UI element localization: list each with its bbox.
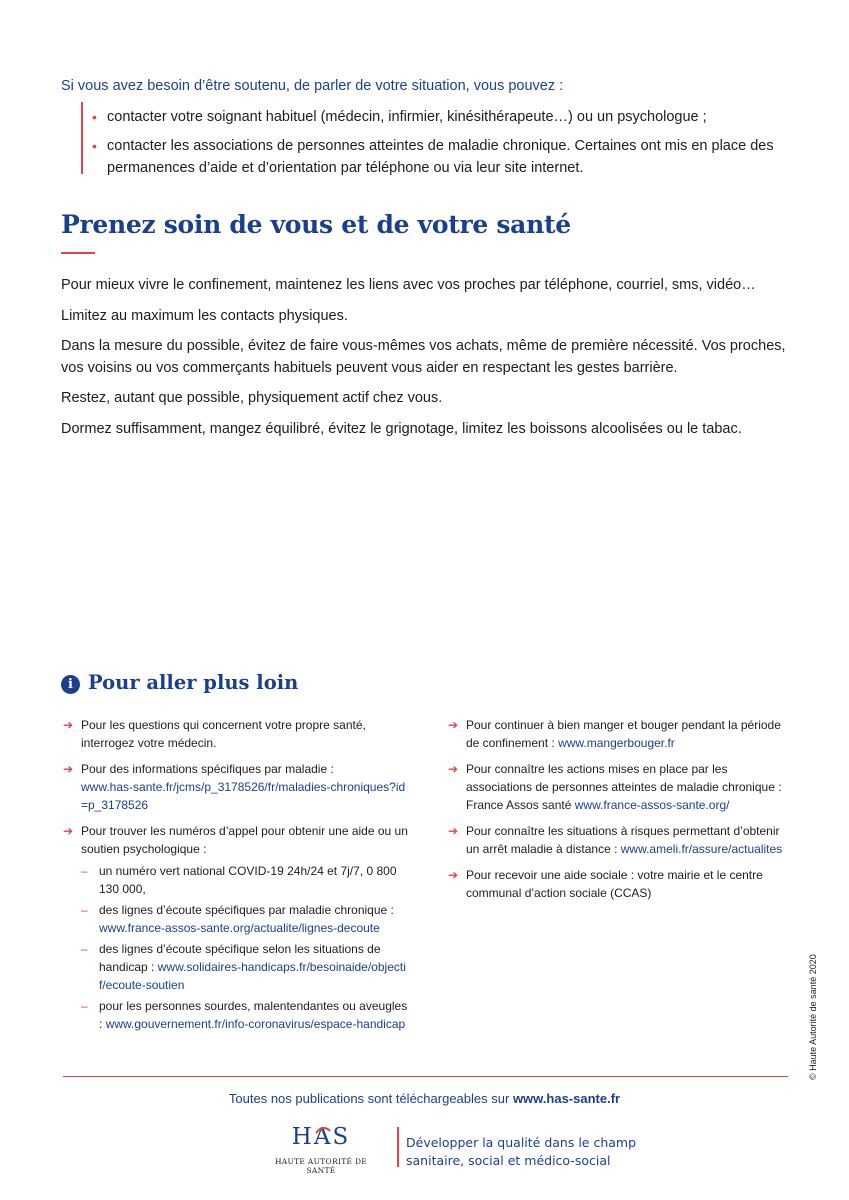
footer-text: [0, 1091, 849, 1106]
heading-underline: [61, 252, 95, 254]
dash-icon: –: [81, 903, 88, 917]
section-heading: Prenez soin de vous et de votre santé: [61, 210, 571, 239]
info-item-text: Pour connaître les situations à risques permettant d’obtenir un arrêt maladie à distance :: [466, 824, 780, 856]
support-bullet-text: contacter votre soignant habituel (médecin, infirmier, kinésithérapeute…) ou un psychologue ;: [107, 109, 707, 125]
footer-divider: [63, 1076, 788, 1077]
info-subitem-text: pour les personnes sourdes, malentendantes ou aveugles :: [99, 999, 408, 1031]
arrow-right-icon: ➔: [448, 824, 459, 838]
paragraph: Limitez au maximum les contacts physiques.: [61, 308, 348, 324]
dash-icon: –: [81, 864, 88, 878]
dash-icon: –: [81, 942, 88, 956]
info-heading: Pour aller plus loin: [88, 671, 299, 694]
arrow-right-icon: ➔: [63, 718, 74, 732]
france-assos-sante-link[interactable]: www.france-assos-sante.org/: [574, 798, 730, 812]
paragraph: Dans la mesure du possible, évitez de faire vous-mêmes vos achats, même de première nécessité. Vos proches, vos voisins ou vos commerçants habituels peuvent vous aider en respectant les gestes barrière.: [61, 338, 786, 376]
info-item-text: Pour continuer à bien manger et bouger pendant la période de confinement :: [466, 718, 781, 750]
logo-separator: [397, 1127, 399, 1167]
info-item-text: Pour les questions qui concernent votre propre santé, interrogez votre médecin.: [81, 718, 366, 750]
info-left-column: [63, 716, 411, 1033]
info-item: [448, 760, 788, 814]
info-subitem: [63, 940, 411, 994]
info-item: [448, 866, 788, 902]
info-item-text: Pour des informations spécifiques par maladie :: [81, 762, 334, 776]
info-subitem: [63, 997, 411, 1033]
tagline-line: Développer la qualité dans le champ: [406, 1135, 637, 1150]
support-bullet-text: contacter les associations de personnes atteintes de maladie chronique. Certaines ont mis en place des permanences d’aide et d’orientation par téléphone ou via leur site internet.: [107, 138, 774, 176]
info-icon: i: [61, 675, 80, 694]
info-subitem: [63, 862, 411, 898]
paragraph: Pour mieux vivre le confinement, maintenez les liens avec vos proches par téléphone, courriel, sms, vidéo…: [61, 277, 756, 293]
has-logo-subtitle: HAUTE AUTORITÉ DE SANTÉ: [274, 1157, 368, 1175]
tagline-line: sanitaire, social et médico-social: [406, 1153, 611, 1168]
support-bullet: [92, 135, 792, 179]
maladies-chroniques-link[interactable]: www.has-sante.fr/jcms/p_3178526/fr/maladies-chroniques?id=p_3178526: [81, 780, 406, 812]
info-subitem-text: des lignes d’écoute spécifique selon les situations de handicap :: [99, 942, 381, 974]
info-subitem-text: un numéro vert national COVID-19 24h/24 et 7j/7, 0 800 130 000,: [99, 864, 397, 896]
info-item: [448, 822, 788, 858]
has-logo-letters: HAS: [291, 1124, 351, 1150]
copyright: © Haute Autorité de santé 2020: [808, 954, 818, 1080]
info-item: [63, 822, 411, 858]
support-accent-bar: [81, 102, 83, 174]
espace-handicap-link[interactable]: www.gouvernement.fr/info-coronavirus/espace-handicap: [105, 1017, 406, 1031]
mangerbouger-link[interactable]: www.mangerbouger.fr: [558, 736, 675, 750]
arrow-right-icon: ➔: [448, 762, 459, 776]
bullet-dot-icon: •: [92, 138, 97, 154]
dash-icon: –: [81, 999, 88, 1013]
info-right-column: [448, 716, 788, 910]
support-bullet: [92, 106, 792, 128]
info-item: [63, 760, 411, 814]
info-item-text: Pour connaître les actions mises en place par les associations de personnes atteintes de maladie chronique : France Assos santé: [466, 762, 782, 812]
info-subitem: [63, 901, 411, 937]
arrow-right-icon: ➔: [448, 868, 459, 882]
lignes-decoute-link[interactable]: www.france-assos-sante.org/actualite/lignes-decoute: [99, 921, 380, 935]
support-intro: Si vous avez besoin d’être soutenu, de parler de votre situation, vous pouvez :: [61, 78, 564, 94]
ameli-link[interactable]: www.ameli.fr/assure/actualites: [620, 842, 783, 856]
info-subitem-text: des lignes d’écoute spécifiques par maladie chronique :: [99, 903, 394, 917]
has-logo: [271, 1124, 371, 1175]
arrow-right-icon: ➔: [63, 824, 74, 838]
logo-accent-icon: [315, 1126, 331, 1134]
footer-url-link[interactable]: www.has-sante.fr: [512, 1091, 621, 1106]
solidaires-handicaps-link[interactable]: www.solidaires-handicaps.fr/besoinaide/objectif/ecoute-soutien: [99, 960, 406, 992]
paragraph: Dormez suffisamment, mangez équilibré, évitez le grignotage, limitez les boissons alcoolisées ou le tabac.: [61, 421, 742, 437]
arrow-right-icon: ➔: [63, 762, 74, 776]
paragraph: Restez, autant que possible, physiquement actif chez vous.: [61, 390, 443, 406]
info-item: [448, 716, 788, 752]
arrow-right-icon: ➔: [448, 718, 459, 732]
info-item: [63, 716, 411, 752]
info-item-text: Pour trouver les numéros d’appel pour obtenir une aide ou un soutien psychologique :: [81, 824, 408, 856]
footer-label: Toutes nos publications sont téléchargeables sur: [228, 1091, 510, 1106]
bullet-dot-icon: •: [92, 109, 97, 125]
tagline: [406, 1134, 636, 1170]
info-item-text: Pour recevoir une aide sociale : votre mairie et le centre communal d’action sociale (CCAS): [466, 868, 763, 900]
